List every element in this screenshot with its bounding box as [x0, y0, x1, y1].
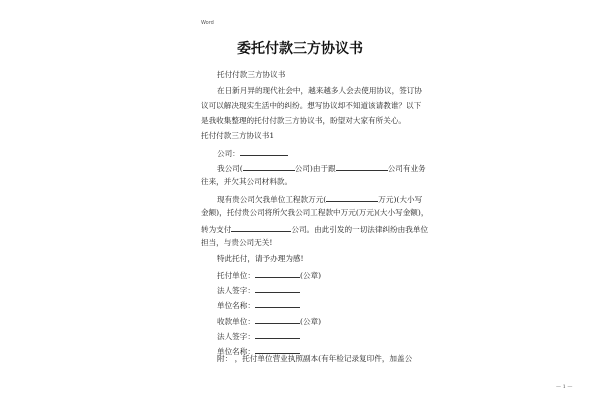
intro-paragraph-line-3: 是我收集整理的托付付款三方协议书，盼望对大家有所关心。	[201, 116, 407, 125]
seal-suffix-1: (公章)	[299, 271, 322, 280]
legal-sign-label-2: 法人签字：	[217, 332, 255, 341]
receiving-unit-blank	[255, 315, 300, 324]
page-number: — 1 —	[556, 384, 573, 390]
p2-text-l3b: 公司。由此引发的一切法律纠纷由我单位	[291, 225, 429, 234]
p1-text-b: 公司)由于跟	[294, 164, 336, 173]
unit-name-blank-2	[255, 345, 300, 354]
p1-text-a: 我公司(	[217, 164, 243, 173]
p2-text-l3a: 转为支付	[201, 225, 232, 234]
unit-name-label-1: 单位名称：	[217, 301, 255, 310]
unit-name-blank-1	[255, 299, 300, 308]
p2-text-a: 现有贵公司欠我单位工程款万元(	[217, 195, 327, 204]
seal-suffix-2: (公章)	[299, 317, 322, 326]
intro-paragraph-line-2: 议可以解决现实生活中的纠纷。想写协议却不知道该请教谁？以下	[201, 101, 422, 110]
paragraph-2-line-3	[201, 223, 428, 235]
p1-text-c: 公司有业务	[387, 164, 426, 173]
receiving-unit-label: 收款单位：	[217, 317, 255, 326]
company-label: 公司：	[217, 149, 240, 158]
paragraph-2-line-4: 担当，与贵公司无关!	[201, 238, 273, 247]
section-heading: 托付付款三方协议书1	[201, 131, 275, 140]
unit-name-line-1	[217, 299, 300, 311]
entrust-unit-blank	[255, 269, 300, 278]
legal-sign-line-1	[217, 284, 300, 296]
legal-sign-line-2	[217, 330, 300, 342]
legal-sign-label-1: 法人签字：	[217, 286, 255, 295]
p1-blank-2	[336, 162, 388, 171]
p2-blank-1	[326, 193, 378, 202]
company-line	[217, 147, 288, 159]
entrust-unit-line	[217, 269, 321, 281]
p2-text-b: 万元)(大小写	[378, 195, 423, 204]
paragraph-2-line-2: 金额)，托付贵公司将所欠我公司工程款中万元(万元)(大小写金额)，	[201, 208, 429, 217]
paragraph-2-line-1	[217, 193, 422, 205]
legal-sign-blank-1	[255, 284, 300, 293]
p2-blank-2	[231, 223, 291, 232]
intro-heading: 托付付款三方协议书	[217, 70, 286, 79]
unit-name-label-2: 单位名称：	[217, 347, 255, 356]
p1-blank-1	[243, 162, 295, 171]
document-title: 委托付款三方协议书	[237, 41, 363, 57]
company-blank	[240, 147, 288, 156]
appendix-line: 附： ，托付单位营业执照副本(有年检记录复印件，加盖公	[217, 354, 413, 363]
paragraph-3: 特此托付，请予办理为感!	[217, 254, 304, 263]
word-label: Word	[201, 20, 214, 26]
legal-sign-blank-2	[255, 330, 300, 339]
intro-paragraph-line-1: 在日新月异的现代社会中，越来越多人会去使用协议，签订协	[217, 86, 423, 95]
paragraph-1-line-2: 往来，并欠其公司材料款。	[201, 177, 293, 186]
paragraph-1-line-1	[217, 162, 426, 174]
receiving-unit-line	[217, 315, 321, 327]
entrust-unit-label: 托付单位：	[217, 271, 255, 280]
